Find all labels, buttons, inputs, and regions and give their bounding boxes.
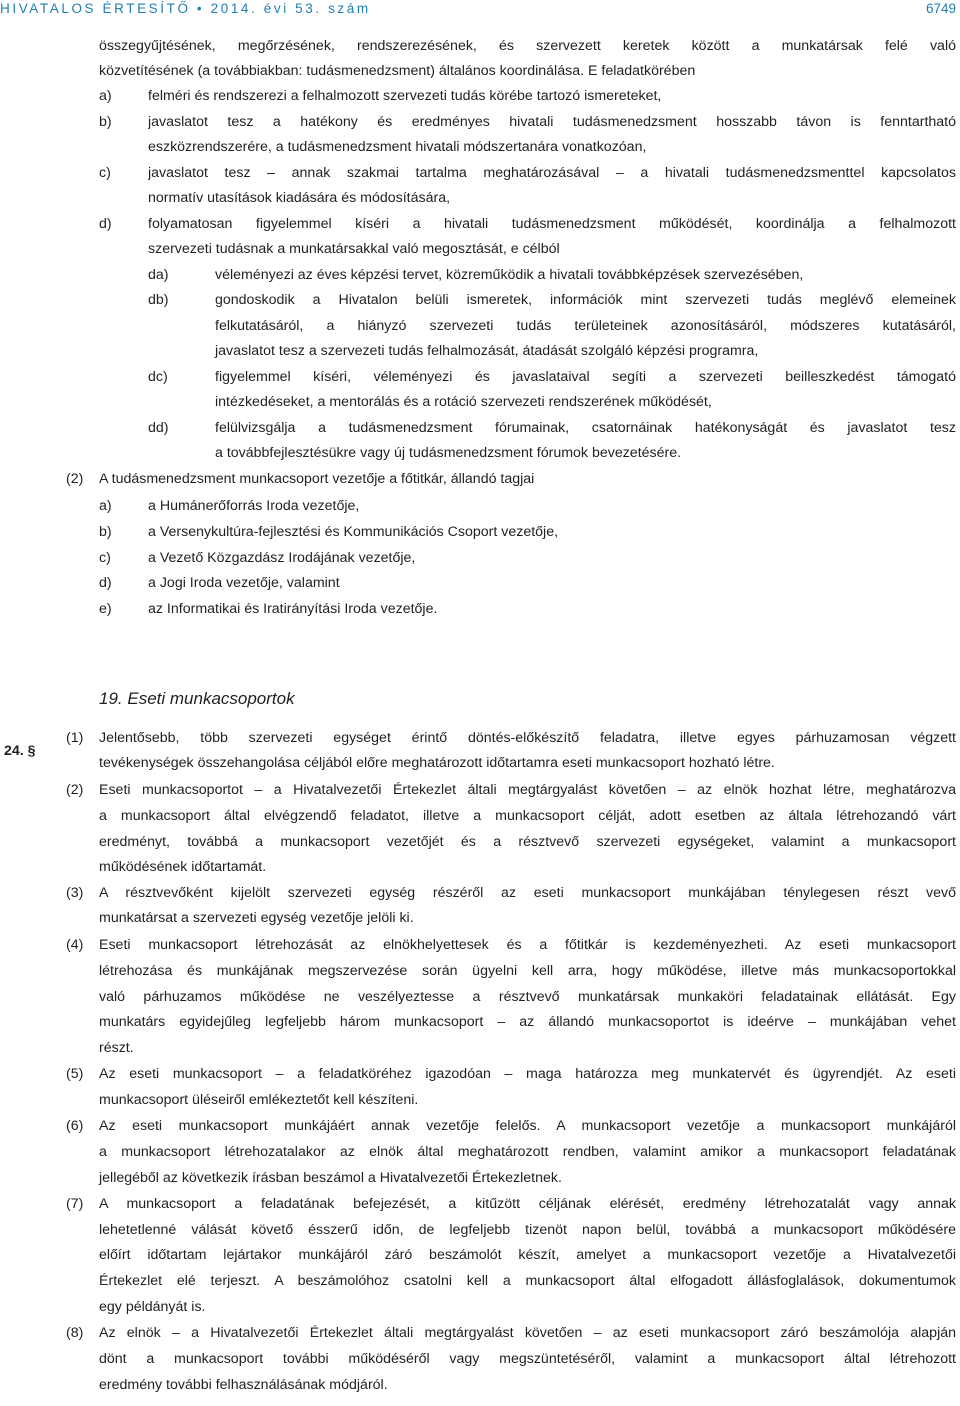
line-text: felkutatásáról, a hiányzó szervezeti tudás területeinek azonosításáról, módszeres kutatásáról, — [215, 318, 956, 334]
line-text: folyamatosan figyelemmel kíséri a hivatali tudásmenedzsment működését, koordinálja a felhalmozott — [148, 216, 956, 232]
line-text: Az eseti munkacsoport munkájáért annak vezetője felelős. A munkacsoport vezetője a munkacsoport munkájáról — [99, 1118, 956, 1134]
line-text: Eseti munkacsoportot – a Hivatalvezetői Értekezlet általi megtárgyalást követően – az elnök hozhat létre, meghatározva — [99, 782, 956, 798]
list-label: (3) — [66, 885, 84, 901]
text-line — [0, 211, 960, 237]
list-label: (2) — [66, 471, 84, 487]
line-text: javaslatot tesz – annak szakmai tartalma meghatározásával – a hivatali tudásmenedzsmenttel kapcsolatos — [148, 165, 956, 181]
text-line — [0, 854, 960, 880]
text-line — [0, 829, 960, 855]
list-label: a) — [99, 88, 112, 104]
text-line — [0, 545, 960, 571]
line-text: lehetetlenné válását követő ésszerű időn, de legfeljebb tizenöt napon belül, továbbá a munkacsoport működésére — [99, 1222, 956, 1238]
text-line — [0, 803, 960, 829]
text-line — [0, 1035, 960, 1061]
line-text: Eseti munkacsoport létrehozását az elnökhelyettesek és a főtitkár is kezdeményezheti. Az eseti munkacsoport — [99, 937, 956, 953]
section-title: 19. Eseti munkacsoportok — [99, 689, 295, 708]
line-text: Az elnök – a Hivatalvezetői Értekezlet általi megtárgyalást követően – az eseti munkacsoport záró beszámolója alapján — [99, 1325, 956, 1341]
text-line — [0, 984, 960, 1010]
list-label: d) — [99, 575, 112, 591]
line-text: javaslatot tesz a szervezeti tudás felhalmozását, átadását szolgáló képzési programra, — [215, 343, 759, 359]
paragraph-number: 24. § — [4, 743, 36, 759]
text-line — [0, 1191, 960, 1217]
text-line — [0, 1009, 960, 1035]
list-label: b) — [99, 524, 112, 540]
text-line — [0, 1294, 960, 1320]
list-label: db) — [148, 292, 169, 308]
line-text: A munkacsoport a feladatának befejezését, a kitűzött céljának elérését, eredmény létrehozatalát vagy annak — [99, 1196, 956, 1212]
line-text: Jelentősebb, több szervezeti egységet érintő döntés-előkészítő feladatra, illetve egyes párhuzamosan végzett — [99, 730, 956, 746]
text-line — [0, 1320, 960, 1346]
list-label: (2) — [66, 782, 84, 798]
line-text: a Jogi Iroda vezetője, valamint — [148, 575, 340, 591]
line-text: gondoskodik a Hivatalon belüli ismeretek, információk mint szervezeti tudás meglévő elemeinek — [215, 292, 956, 308]
line-text: dönt a munkacsoport további működéséről vagy megszüntetéséről, valamint a munkacsoport által létrehozott — [99, 1351, 956, 1367]
text-line — [0, 287, 960, 313]
list-label: (8) — [66, 1325, 84, 1341]
page-header — [0, 0, 960, 20]
line-text: eszközrendszerére, a tudásmenedzsment hivatali módszertanára vonatkozóan, — [148, 139, 647, 155]
list-label: c) — [99, 550, 111, 566]
line-text: felméri és rendszerezi a felhalmozott szervezeti tudás körébe tartozó ismereteket, — [148, 88, 662, 104]
text-line — [0, 1139, 960, 1165]
text-line — [0, 1113, 960, 1139]
list-label: c) — [99, 165, 111, 181]
line-text: szervezeti tudásnak a munkatársakkal való megosztását, e célból — [148, 241, 560, 257]
text-line — [0, 596, 960, 622]
text-line — [0, 58, 960, 84]
list-label: d) — [99, 216, 112, 232]
line-text: tevékenységek összehangolása céljából előre meghatározott időtartamra eseti munkacsoport hozható létre. — [99, 755, 775, 771]
list-label: (1) — [66, 730, 84, 746]
line-text: való párhuzamos működése ne veszélyeztesse a résztvevő munkatársak munkaköri feladatainak ellátását. Egy — [99, 989, 956, 1005]
text-line — [0, 1346, 960, 1372]
line-text: felülvizsgálja a tudásmenedzsment fórumainak, csatornáinak hatékonyságát és javaslatot tesz — [215, 420, 956, 436]
list-label: (5) — [66, 1066, 84, 1082]
text-line — [0, 262, 960, 288]
text-line — [0, 1061, 960, 1087]
page-number: 6749 — [925, 1, 956, 16]
text-line — [0, 905, 960, 931]
text-line — [0, 493, 960, 519]
text-line — [0, 932, 960, 958]
paragraph-number-line — [0, 738, 960, 764]
text-line — [0, 1242, 960, 1268]
list-label: (7) — [66, 1196, 84, 1212]
list-label: b) — [99, 114, 112, 130]
text-line — [0, 134, 960, 160]
line-text: létrehozása és munkájának megszervezése során ügyelni kell arra, hogy működése, illetve más munkacsoportokkal — [99, 963, 956, 979]
line-text: az Informatikai és Iratirányítási Iroda vezetője. — [148, 601, 438, 617]
text-line — [0, 466, 960, 492]
text-line — [0, 389, 960, 415]
line-text: figyelemmel kíséri, véleményezi és javaslataival segíti a szervezeti beilleszkedést támogató — [215, 369, 956, 385]
line-text: közvetítésének (a továbbiakban: tudásmenedzsment) általános koordinálása. E feladatkörében — [99, 63, 696, 79]
line-text: Értekezlet elé terjeszt. A beszámolóhoz csatolni kell a munkacsoport által elfogadott állásfoglalások, dokumentumok — [99, 1273, 956, 1289]
line-text: működésének időtartamát. — [99, 859, 267, 875]
list-label: a) — [99, 498, 112, 514]
line-text: a Versenykultúra-fejlesztési és Kommunikációs Csoport vezetője, — [148, 524, 559, 540]
line-text: részt. — [99, 1040, 134, 1056]
publication-title: HIVATALOS ÉRTESÍTŐ • 2014. évi 53. szám — [0, 1, 371, 16]
text-line — [0, 1165, 960, 1191]
line-text: véleményezi az éves képzési tervet, közreműködik a hivatali továbbképzések szervezésében, — [215, 267, 804, 283]
line-text: munkatárs egyidejűleg legfeljebb három munkacsoport – az állandó munkacsoportot is ideérve – munkájában vehet — [99, 1014, 956, 1030]
line-text: összegyűjtésének, megőrzésének, rendszerezésének, és szervezett keretek között a munkatársak felé való — [99, 38, 956, 54]
text-line — [0, 1087, 960, 1113]
line-text: eredmény további felhasználásának módjáról. — [99, 1377, 388, 1393]
line-text: eredményt, továbbá a munkacsoport vezetőjét és a résztvevő szervezeti egységeket, valamint a munkacsoport — [99, 834, 956, 850]
text-line — [0, 160, 960, 186]
line-text: A tudásmenedzsment munkacsoport vezetője a főtitkár, állandó tagjai — [99, 471, 535, 487]
line-text: normatív utasítások kiadására és módosítására, — [148, 190, 451, 206]
text-line — [0, 440, 960, 466]
line-text: a munkacsoport által elvégzendő feladatot, illetve a munkacsoport célját, adott esetben az általa létrehozandó várt — [99, 808, 956, 824]
list-label: (6) — [66, 1118, 84, 1134]
text-line — [0, 364, 960, 390]
line-text: egy példányát is. — [99, 1299, 206, 1315]
line-text: a munkacsoport létrehozatalakor az elnök által meghatározott rendben, valamint amikor a munkacsoport feladatának — [99, 1144, 956, 1160]
line-text: A résztvevőként kijelölt szervezeti egység részéről az eseti munkacsoport munkájában ténylegesen részt vevő — [99, 885, 956, 901]
line-text: javaslatot tesz a hatékony és eredményes hivatali tudásmenedzsment hosszabb távon is fenntartható — [148, 114, 956, 130]
line-text: jellegéből az következik írásban beszámol a Hivatalvezetői Értekezletnek. — [99, 1170, 562, 1186]
line-text: intézkedéseket, a mentorálás és a rotáció szervezeti rendszerének működését, — [215, 394, 712, 410]
text-line — [0, 313, 960, 339]
line-text: a továbbfejlesztésükre vagy új tudásmenedzsment fórumok bevezetésére. — [215, 445, 682, 461]
line-text: a Vezető Közgazdász Irodájának vezetője, — [148, 550, 416, 566]
text-line — [0, 1372, 960, 1398]
text-line — [0, 33, 960, 59]
line-text: Az eseti munkacsoport – a feladatköréhez igazodóan – maga határozza meg munkatervét és ügyrendjét. Az eseti — [99, 1066, 956, 1082]
line-text: munkacsoport üléseiről emlékeztetőt kell készíteni. — [99, 1092, 419, 1108]
text-line — [0, 570, 960, 596]
line-text: a Humánerőforrás Iroda vezetője, — [148, 498, 360, 514]
text-line — [0, 236, 960, 262]
text-line — [0, 109, 960, 135]
text-line — [0, 519, 960, 545]
list-label: dd) — [148, 420, 169, 436]
list-label: da) — [148, 267, 169, 283]
list-label: (4) — [66, 937, 84, 953]
text-line — [0, 1217, 960, 1243]
text-line — [0, 777, 960, 803]
list-label: e) — [99, 601, 112, 617]
text-line — [0, 185, 960, 211]
text-line — [0, 83, 960, 109]
text-line — [0, 958, 960, 984]
list-label: dc) — [148, 369, 168, 385]
text-line — [0, 415, 960, 441]
line-text: előírt időtartam lejártakor munkájáról záró beszámolót készít, amelyet a munkacsoport vezetője a Hivatalvezetői — [99, 1247, 956, 1263]
text-line — [0, 338, 960, 364]
line-text: munkatársat a szervezeti egység vezetője jelöli ki. — [99, 910, 414, 926]
text-line — [0, 880, 960, 906]
text-line — [0, 1268, 960, 1294]
